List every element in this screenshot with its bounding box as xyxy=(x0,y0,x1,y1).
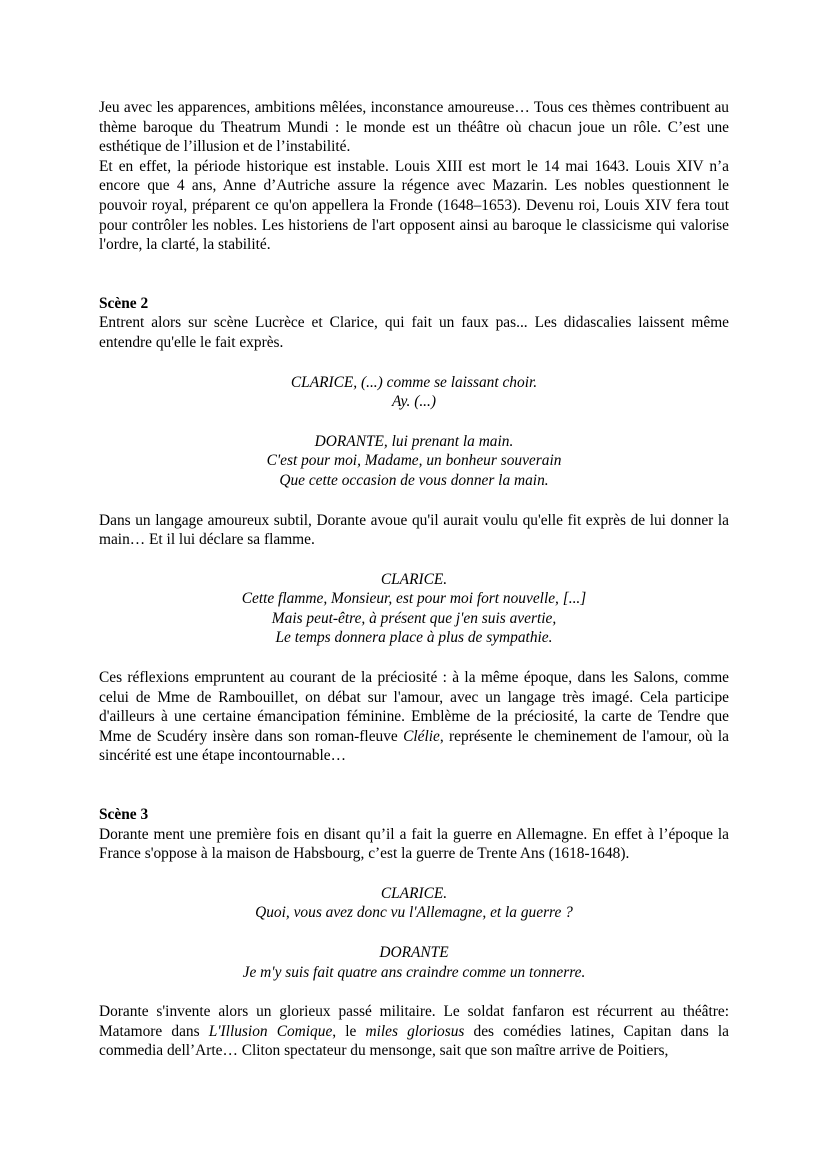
latin-term: miles gloriosus xyxy=(365,1022,465,1040)
scene-2-quote-3 xyxy=(99,570,729,648)
scene-3-quote-1 xyxy=(99,884,729,923)
scene-3-quote-2 xyxy=(99,943,729,982)
scene-3-paragraph-2 xyxy=(99,1002,729,1061)
quote-line: Mais peut-être, à présent que j'en suis avertie, xyxy=(271,609,557,627)
quote-line: CLARICE. xyxy=(380,570,448,588)
scene-3-heading: Scène 3 xyxy=(99,806,149,824)
paragraph-text: , le xyxy=(332,1022,366,1040)
scene-2-quote-1 xyxy=(99,373,729,412)
quote-line: DORANTE xyxy=(379,944,449,961)
quote-line: DORANTE, lui prenant la main. xyxy=(314,432,514,450)
scene-2-quote-2 xyxy=(99,432,729,491)
quote-line: CLARICE, (...) comme se laissant choir. xyxy=(290,373,538,391)
scene-2-paragraph-2: Dans un langage amoureux subtil, Dorante avoue qu'il aurait voulu qu'elle fit exprès de lui donner la main… Et il lui déclare sa flamme. xyxy=(99,511,729,549)
scene-2-heading: Scène 2 xyxy=(99,294,149,312)
quote-line: Je m'y suis fait quatre ans craindre comme un tonnerre. xyxy=(242,963,586,981)
paragraph-text: des comédies latines, Capitan dans la commedia dell’Arte… Cliton spectateur du mensonge, sait que son maître arrive de Poitiers, xyxy=(99,1022,729,1060)
intro-paragraph-1: Jeu avec les apparences, ambitions mêlées, inconstance amoureuse… Tous ces thèmes contribuent au thème baroque du Theatrum Mundi : le monde est un théâtre où chacun joue un rôle. C’est une esthétique de l’illusion et de l’instabilité. xyxy=(99,99,729,156)
play-title: L'Illusion Comique xyxy=(208,1022,333,1040)
paragraph-text: , représente le cheminement de l'amour, où la sincérité est une étape incontournable… xyxy=(99,727,729,765)
quote-line: C'est pour moi, Madame, un bonheur souverain xyxy=(266,452,562,470)
quote-line: CLARICE. xyxy=(380,884,448,902)
paragraph-text: Ces réflexions empruntent au courant de la préciosité : à la même époque, dans les Salons, comme celui de Mme de Rambouillet, on débat sur l'amour, avec un langage très imagé. Cela participe d'ailleurs à une certaine émancipation féminine. Emblème de la préciosité, la carte de Tendre que Mme de Scudéry insère dans son roman-fleuve xyxy=(99,669,729,745)
document-body xyxy=(99,98,729,1061)
quote-line: Que cette occasion de vous donner la main. xyxy=(279,471,549,489)
quote-line: Le temps donnera place à plus de sympathie. xyxy=(275,629,553,647)
scene-3-paragraph-1: Dorante ment une première fois en disant qu’il a fait la guerre en Allemagne. En effet à l’époque la France s'oppose à la maison de Habsbourg, c’est la guerre de Trente Ans (1618-1648). xyxy=(99,825,729,863)
quote-line: Cette flamme, Monsieur, est pour moi fort nouvelle, [...] xyxy=(241,590,587,608)
intro-paragraph-2: Et en effet, la période historique est instable. Louis XIII est mort le 14 mai 1643. Louis XIV n’a encore que 4 ans, Anne d’Autriche assure la régence avec Mazarin. Les nobles questionnent le pouvoir royal, préparent ce qu'on appellera la Fronde (1648–1653). Devenu roi, Louis XIV fera tout pour contrôler les nobles. Les historiens de l'art opposent ainsi au baroque le classicisme qui valorise l'ordre, la clarté, la stabilité. xyxy=(99,157,729,254)
scene-2-paragraph-3 xyxy=(99,668,729,766)
quote-line: Ay. (...) xyxy=(391,393,437,411)
book-title: Clélie xyxy=(403,727,440,745)
scene-2-paragraph-1: Entrent alors sur scène Lucrèce et Clarice, qui fait un faux pas... Les didascalies laissent même entendre qu'elle le fait exprès. xyxy=(99,314,729,351)
paragraph-text: Dorante s'invente alors un glorieux passé militaire. Le soldat fanfaron est récurrent au théâtre: Matamore dans xyxy=(99,1003,729,1040)
quote-line: Quoi, vous avez donc vu l'Allemagne, et la guerre ? xyxy=(255,904,573,922)
